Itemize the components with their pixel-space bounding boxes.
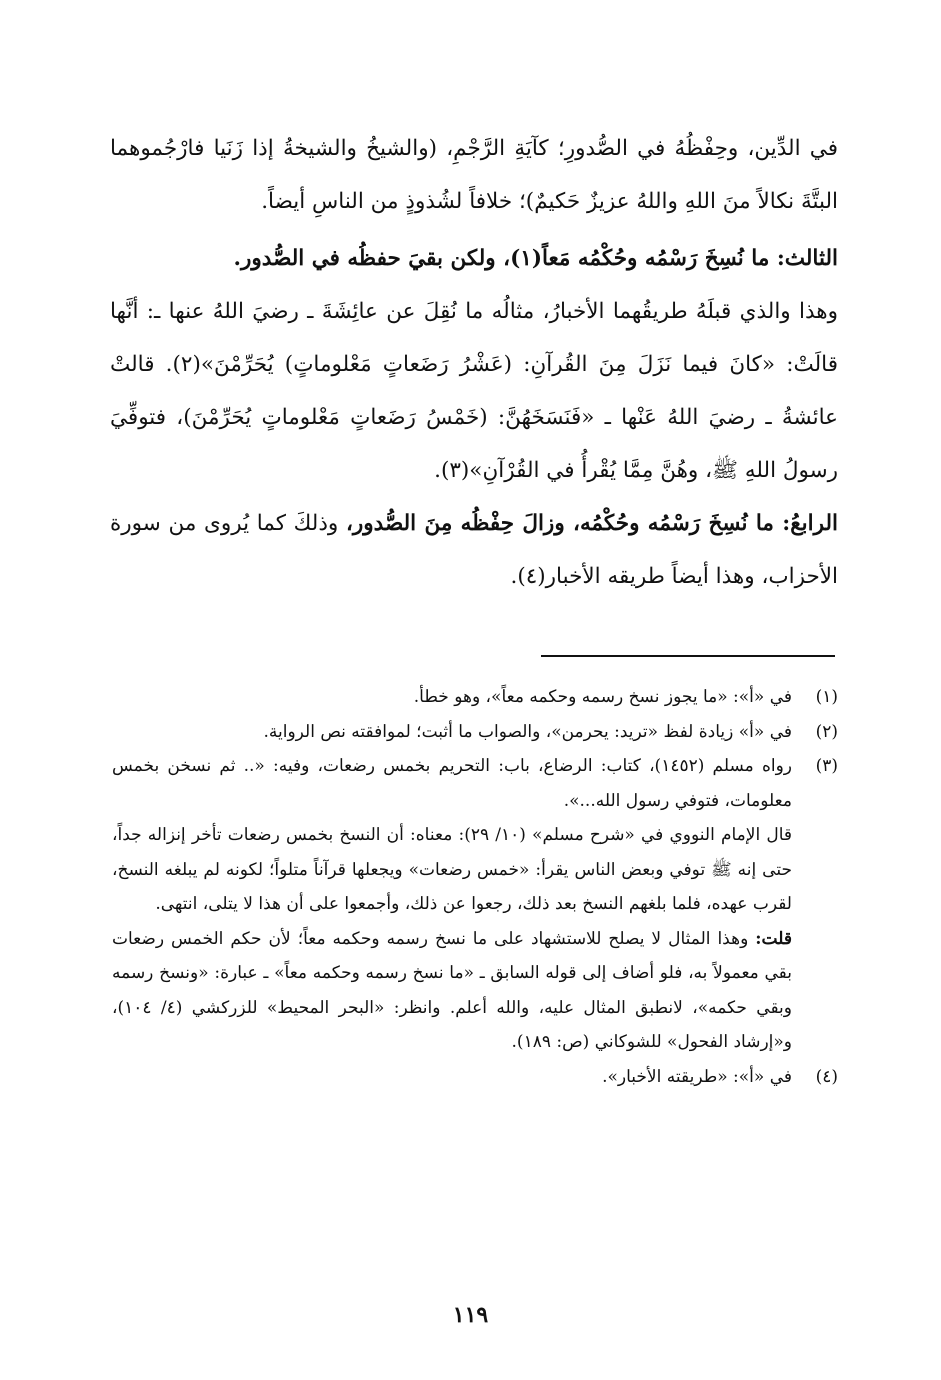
footnote-text: في «أ»: «طريقته الأخبار».	[602, 1066, 792, 1087]
paragraph-fourth-rest: وذلكَ كما يُروى من سورة الأحزاب، وهذا أيضاً طريقه الأخبار(٤).	[110, 511, 838, 589]
paragraph-1: في الدِّين، وحِفْظُهُ في الصُّدورِ؛ كآيَةِ الرَّجْمِ، (والشيخُ والشيخةُ إذا زَنَيا فارْجُموهما البتَّةَ نكالاً منَ اللهِ واللهُ عزيزٌ حَكيمٌ)؛ خلافاً لشُذوذٍ من الناسِ أيضاً.	[110, 136, 838, 214]
footnote-lead: قلت:	[755, 928, 792, 949]
footnote-3	[112, 749, 838, 1060]
footnote-number: (٤)	[815, 1066, 838, 1087]
page-number: ١١٩	[452, 1302, 489, 1328]
paragraph-2: وهذا والذي قبلَهُ طريقُهما الأخبارُ، مثالُه ما نُقِلَ عن عائِشَةَ ـ رضيَ اللهُ عنها ـ: أنَّها قالَتْ: «كانَ فيما نَزَلَ مِنَ القُرآنِ: (عَشْرُ رَضَعاتٍ مَعْلوماتٍ) يُحَرِّمْنَ»(٢). قالتْ عائشةُ ـ رضيَ اللهُ عَنْها ـ «فَنَسَخَهُنَّ: (خَمْسُ رَضَعاتٍ مَعْلوماتٍ يُحَرِّمْنَ)، فتوفِّيَ رسولُ اللهِ ﷺ، وهُنَّ مِمَّا يُقْرأُ في القُرْآنِ»(٣).	[110, 299, 838, 483]
section-heading-third: الثالث: ما نُسِخَ رَسْمُه وحُكْمُه مَعاً(١)، ولكن بقيَ حفظُه في الصُّدور.	[233, 246, 838, 271]
footnote-4	[112, 1060, 838, 1095]
footnote-text-nawawi: قال الإمام النووي في «شرح مسلم» (١٠/ ٢٩): معناه: أن النسخ بخمس رضعات تأخر إنزاله جداً، حتى إنه ﷺ توفي وبعض الناس يقرأ: «خمس رضعات» ويجعلها قرآناً متلواً؛ لكونه لم يبلغه النسخ، لقرب عهده، فلما بلغهم النسخ بعد ذلك، رجعوا عن ذلك، وأجمعوا على أن هذا لا يتلى، انتهى.	[112, 825, 793, 914]
footnote-text: رواه مسلم (١٤٥٢)، كتاب: الرضاع، باب: التحريم بخمس رضعات، وفيه: «.. ثم نسخن بخمس معلومات، فتوفي رسول الله...».	[112, 756, 792, 811]
paragraph-fourth	[110, 497, 838, 603]
main-text	[110, 122, 838, 603]
footnote-text: في «أ»: «ما يجوز نسخ رسمه وحكمه معاً»، وهو خطأ.	[413, 687, 792, 707]
section-heading-fourth: الرابعُ: ما نُسِخَ رَسْمُه وحُكْمُه، وزالَ حِفْظُه مِنَ الصُّدور،	[345, 511, 838, 536]
footnote-text: في «أ» زيادة لفظ «تريد: يحرمن»، والصواب ما أثبت؛ لموافقته نص الرواية.	[263, 721, 792, 742]
footnote-text-comment	[112, 922, 792, 1060]
footnote-number: (٢)	[815, 721, 838, 742]
footnote-number: (٣)	[815, 756, 838, 776]
footnote-number: (١)	[815, 687, 838, 707]
footnote-separator	[541, 655, 835, 657]
footnotes	[112, 680, 838, 1094]
footnote-comment-body: وهذا المثال لا يصلح للاستشهاد على ما نسخ رسمه وحكمه معاً؛ لأن حكم الخمس رضعات بقي معمولاً به، فلو أضاف إلى قوله السابق ـ «ما نسخ رسمه وحكمه معاً» ـ عبارة: «ونسخ رسمه وبقي حكمه»، لانطبق المثال عليه، والله أعلم. وانظر: «البحر المحيط» للزركشي (٤/ ١٠٤)، و«إرشاد الفحول» للشوكاني (ص: ١٨٩).	[112, 928, 792, 1052]
footnote-1	[112, 680, 838, 715]
footnote-2	[112, 715, 838, 750]
